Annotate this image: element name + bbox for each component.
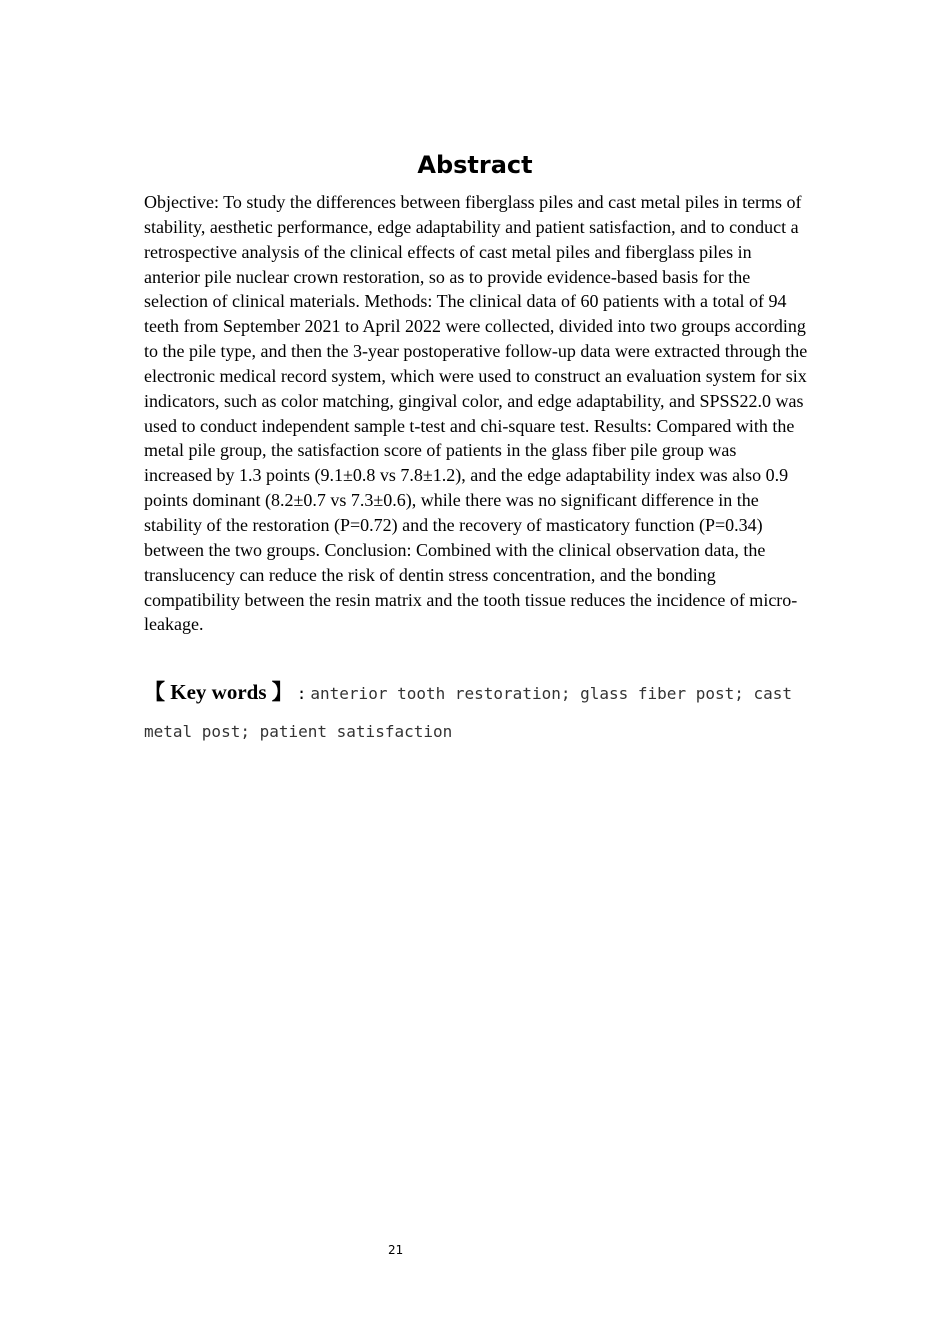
keywords-text: anterior tooth restoration; glass fiber post; cast metal post; patient satisfaction	[144, 684, 793, 741]
page-number: 21	[388, 1243, 404, 1257]
keywords-separator: :	[296, 684, 307, 703]
keywords-paragraph	[144, 674, 808, 751]
abstract-title: Abstract	[417, 151, 533, 179]
keywords-label: 【 Key words 】	[144, 680, 293, 704]
abstract-body: Objective: To study the differences between fiberglass piles and cast metal piles in terms of stability, aesthetic performance, edge adaptability and patient satisfaction, and to conduct a retrospective analysis of the clinical effects of cast metal piles and fiberglass piles in anterior pile nuclear crown restoration, so as to provide evidence-based basis for the selection of clinical materials. Methods: The clinical data of 60 patients with a total of 94 teeth from September 2021 to April 2022 were collected, divided into two groups according to the pile type, and then the 3-year postoperative follow-up data were extracted through the electronic medical record system, which were used to construct an evaluation system for six indicators, such as color matching, gingival color, and edge adaptability, and SPSS22.0 was used to conduct independent sample t-test and chi-square test. Results: Compared with the metal pile group, the satisfaction score of patients in the glass fiber pile group was increased by 1.3 points (9.1±0.8 vs 7.8±1.2), and the edge adaptability index was also 0.9 points dominant (8.2±0.7 vs 7.3±0.6), while there was no significant difference in the stability of the restoration (P=0.72) and the recovery of masticatory function (P=0.34) between the two groups. Conclusion: Combined with the clinical observation data, the translucency can reduce the risk of dentin stress concentration, and the bonding compatibility between the resin matrix and the tooth tissue reduces the incidence of micro-leakage.	[144, 192, 808, 635]
